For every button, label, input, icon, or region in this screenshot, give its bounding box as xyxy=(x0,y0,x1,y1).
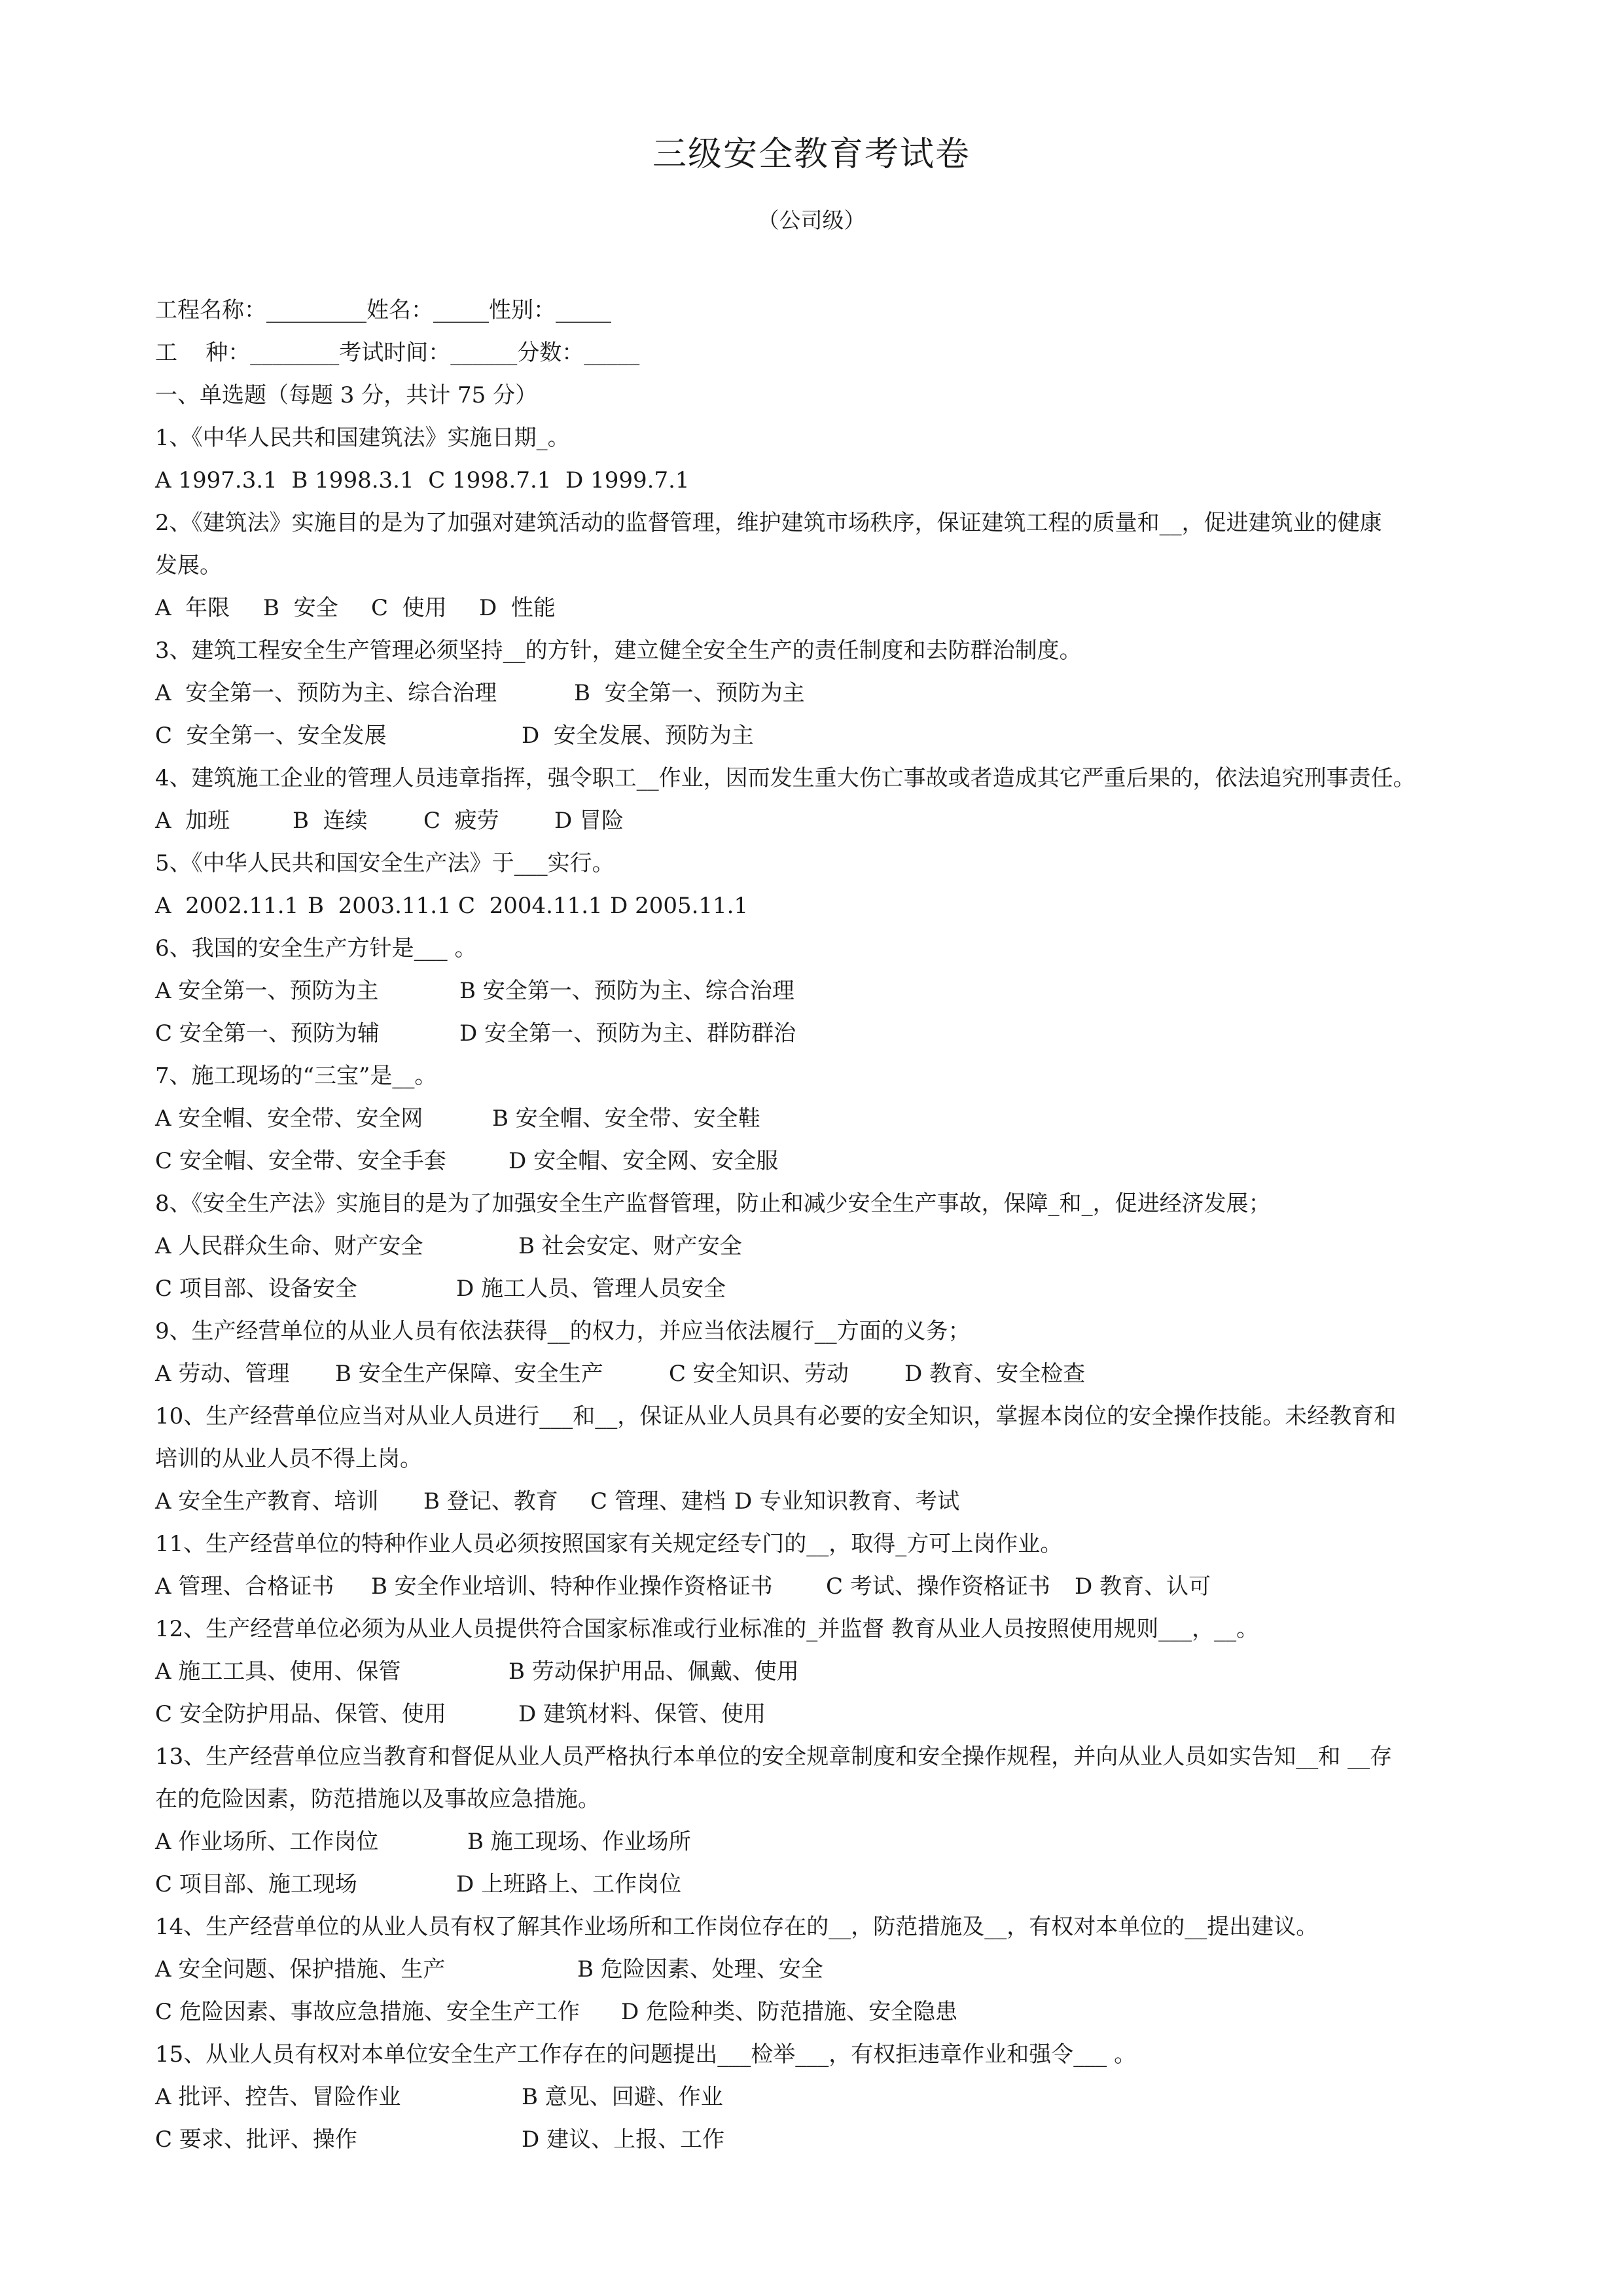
option-choice: A 加班 xyxy=(155,808,230,834)
option-choice: D 教育、安全检查 xyxy=(904,1361,1086,1387)
info-line-job-type: 工 种：________考试时间：______分数：_____ xyxy=(155,340,640,366)
option-choice: A 年限 xyxy=(155,595,230,621)
question-stem: 9、生产经营单位的从业人员有依法获得__的权力，并应当依法履行__方面的义务； xyxy=(155,1318,971,1344)
option-choice: B 安全第一、预防为主、综合治理 xyxy=(459,978,794,1004)
question-stem: 12、生产经营单位必须为从业人员提供符合国家标准或行业标准的_并监督 教育从业人员按照使用规则___，__。 xyxy=(155,1616,1259,1642)
question-stem: 1、《中华人民共和国建筑法》实施日期_。 xyxy=(155,425,570,451)
option-choice: B 安全 xyxy=(263,595,338,621)
exam-subtitle: （公司级） xyxy=(757,207,866,233)
option-choice: C 项目部、施工现场 xyxy=(155,1871,357,1897)
options-row xyxy=(155,885,1503,927)
options-row xyxy=(155,1693,1503,1736)
option-choice: D 建议、上报、工作 xyxy=(522,2126,725,2153)
question-stem: 2、《建筑法》实施目的是为了加强对建筑活动的监督管理，维护建筑市场秩序，保证建筑工程的质量和__，促进建筑业的健康 xyxy=(155,510,1382,536)
option-choice: A 施工工具、使用、保管 xyxy=(155,1659,401,1685)
option-choice: A 安全第一、预防为主 xyxy=(155,978,379,1004)
exam-content xyxy=(155,289,1503,2161)
question-12 xyxy=(155,1608,1503,1736)
option-choice: A 安全问题、保护措施、生产 xyxy=(155,1956,446,1982)
options-row xyxy=(155,1353,1503,1395)
options-row xyxy=(155,2119,1503,2161)
option-choice: C 考试、操作资格证书 xyxy=(826,1573,1050,1600)
question-stem: 5、《中华人民共和国安全生产法》于___实行。 xyxy=(155,850,615,876)
section-heading: 一、单选题（每题 3 分，共计 75 分） xyxy=(155,382,538,408)
options-row xyxy=(155,1225,1503,1268)
question-11 xyxy=(155,1523,1503,1608)
option-choice: D 性能 xyxy=(479,595,556,621)
option-choice: B 登记、教育 xyxy=(423,1488,558,1515)
option-choice: C 危险因素、事故应急措施、安全生产工作 xyxy=(155,1999,580,2025)
options-row xyxy=(155,587,1503,630)
options-row xyxy=(155,1821,1503,1863)
option-choice: C 使用 xyxy=(371,595,447,621)
option-choice: A 人民群众生命、财产安全 xyxy=(155,1233,423,1259)
option-choice: B 意见、回避、作业 xyxy=(522,2084,723,2110)
options-row xyxy=(155,1863,1503,1906)
option-choice: D 安全发展、预防为主 xyxy=(522,723,754,749)
question-1 xyxy=(155,417,1503,502)
option-choice: B 安全作业培训、特种作业操作资格证书 xyxy=(371,1573,773,1600)
options-row xyxy=(155,715,1503,757)
options-row xyxy=(155,1140,1503,1183)
question-stem: 11、生产经营单位的特种作业人员必须按照国家有关规定经专门的__，取得_方可上岗作业。 xyxy=(155,1531,1063,1557)
options-row xyxy=(155,1480,1503,1523)
question-stem: 8、《安全生产法》实施目的是为了加强安全生产监督管理，防止和减少安全生产事故，保障_和_，促进经济发展； xyxy=(155,1191,1271,1217)
option-choice: A 劳动、管理 xyxy=(155,1361,290,1387)
question-stem: 13、生产经营单位应当教育和督促从业人员严格执行本单位的安全规章制度和安全操作规程，并向从业人员如实告知__和 __存 xyxy=(155,1744,1393,1770)
question-13 xyxy=(155,1736,1503,1906)
option-choice: C 要求、批评、操作 xyxy=(155,2126,357,2153)
option-choice: A 1997.3.1 B 1998.3.1 C 1998.7.1 D 1999.7.1 xyxy=(155,467,690,493)
question-14 xyxy=(155,1906,1503,2034)
question-list xyxy=(155,417,1503,2161)
question-15 xyxy=(155,2034,1503,2161)
question-stem: 3、建筑工程安全生产管理必须坚持__的方针，建立健全安全生产的责任制度和去防群治制度。 xyxy=(155,637,1082,664)
option-choice: A 批评、控告、冒险作业 xyxy=(155,2084,401,2110)
question-5 xyxy=(155,842,1503,927)
exam-title: 三级安全教育考试卷 xyxy=(652,135,971,174)
question-2 xyxy=(155,502,1503,630)
option-choice: B 劳动保护用品、佩戴、使用 xyxy=(508,1659,799,1685)
options-row xyxy=(155,800,1503,842)
question-4 xyxy=(155,757,1503,842)
option-choice: D 施工人员、管理人员安全 xyxy=(456,1276,726,1302)
option-choice: C 管理、建档 xyxy=(590,1488,726,1515)
option-choice: B 施工现场、作业场所 xyxy=(467,1829,691,1855)
option-choice: B 安全帽、安全带、安全鞋 xyxy=(492,1105,760,1132)
option-choice: D 安全第一、预防为主、群防群治 xyxy=(459,1020,796,1047)
question-3 xyxy=(155,630,1503,757)
option-choice: B 危险因素、处理、安全 xyxy=(577,1956,823,1982)
option-choice: C 安全帽、安全带、安全手套 xyxy=(155,1148,446,1174)
option-choice: A 管理、合格证书 xyxy=(155,1573,334,1600)
option-choice: C 2004.11.1 xyxy=(458,893,603,919)
option-choice: C 安全第一、安全发展 xyxy=(155,723,387,749)
options-row xyxy=(155,672,1503,715)
option-choice: A 安全生产教育、培训 xyxy=(155,1488,379,1515)
question-stem: 在的危险因素，防范措施以及事故应急措施。 xyxy=(155,1786,600,1812)
info-line-project-name: 工程名称：_________姓名：_____性别：_____ xyxy=(155,297,611,323)
option-choice: D 冒险 xyxy=(554,808,624,834)
option-choice: B 连续 xyxy=(293,808,368,834)
question-8 xyxy=(155,1183,1503,1310)
option-choice: B 社会安定、财产安全 xyxy=(518,1233,742,1259)
option-choice: C 安全第一、预防为辅 xyxy=(155,1020,380,1047)
option-choice: D 教育、认可 xyxy=(1075,1573,1211,1600)
option-choice: A 安全第一、预防为主、综合治理 xyxy=(155,680,497,706)
options-row xyxy=(155,970,1503,1013)
option-choice: D 危险种类、防范措施、安全隐患 xyxy=(621,1999,958,2025)
question-stem: 培训的从业人员不得上岗。 xyxy=(155,1446,422,1472)
options-row xyxy=(155,1013,1503,1055)
question-6 xyxy=(155,927,1503,1055)
options-row xyxy=(155,1566,1503,1608)
question-stem: 15、从业人员有权对本单位安全生产工作存在的问题提出___检举___，有权拒违章作业和强令___ 。 xyxy=(155,2041,1137,2068)
options-row xyxy=(155,2076,1503,2119)
question-7 xyxy=(155,1055,1503,1183)
option-choice: D 2005.11.1 xyxy=(610,893,749,919)
option-choice: C 安全防护用品、保管、使用 xyxy=(155,1701,446,1727)
option-choice: D 安全帽、安全网、安全服 xyxy=(508,1148,779,1174)
options-row xyxy=(155,1268,1503,1310)
question-stem: 14、生产经营单位的从业人员有权了解其作业场所和工作岗位存在的__，防范措施及__，有权对本单位的__提出建议。 xyxy=(155,1914,1319,1940)
question-stem: 4、建筑施工企业的管理人员违章指挥，强令职工__作业，因而发生重大伤亡事故或者造成其它严重后果的，依法追究刑事责任。 xyxy=(155,765,1416,791)
question-10 xyxy=(155,1395,1503,1523)
question-stem: 7、施工现场的“三宝”是__。 xyxy=(155,1063,437,1089)
option-choice: A 2002.11.1 xyxy=(155,893,299,919)
option-choice: A 作业场所、工作岗位 xyxy=(155,1829,379,1855)
option-choice: D 专业知识教育、考试 xyxy=(734,1488,960,1515)
option-choice: C 安全知识、劳动 xyxy=(669,1361,849,1387)
options-row xyxy=(155,1651,1503,1693)
option-choice: C 项目部、设备安全 xyxy=(155,1276,357,1302)
option-choice: B 安全生产保障、安全生产 xyxy=(335,1361,603,1387)
option-choice: A 安全帽、安全带、安全网 xyxy=(155,1105,423,1132)
question-stem: 发展。 xyxy=(155,552,222,579)
option-choice: B 2003.11.1 xyxy=(308,893,452,919)
options-row xyxy=(155,1948,1503,1991)
option-choice: B 安全第一、预防为主 xyxy=(574,680,805,706)
question-stem: 10、生产经营单位应当对从业人员进行___和__，保证从业人员具有必要的安全知识，掌握本岗位的安全操作技能。未经教育和 xyxy=(155,1403,1397,1429)
options-row xyxy=(155,459,1503,502)
options-row xyxy=(155,1098,1503,1140)
option-choice: C 疲劳 xyxy=(423,808,499,834)
options-row xyxy=(155,1991,1503,2034)
question-9 xyxy=(155,1310,1503,1395)
option-choice: D 上班路上、工作岗位 xyxy=(456,1871,682,1897)
option-choice: D 建筑材料、保管、使用 xyxy=(518,1701,766,1727)
question-stem: 6、我国的安全生产方针是___ 。 xyxy=(155,935,477,961)
